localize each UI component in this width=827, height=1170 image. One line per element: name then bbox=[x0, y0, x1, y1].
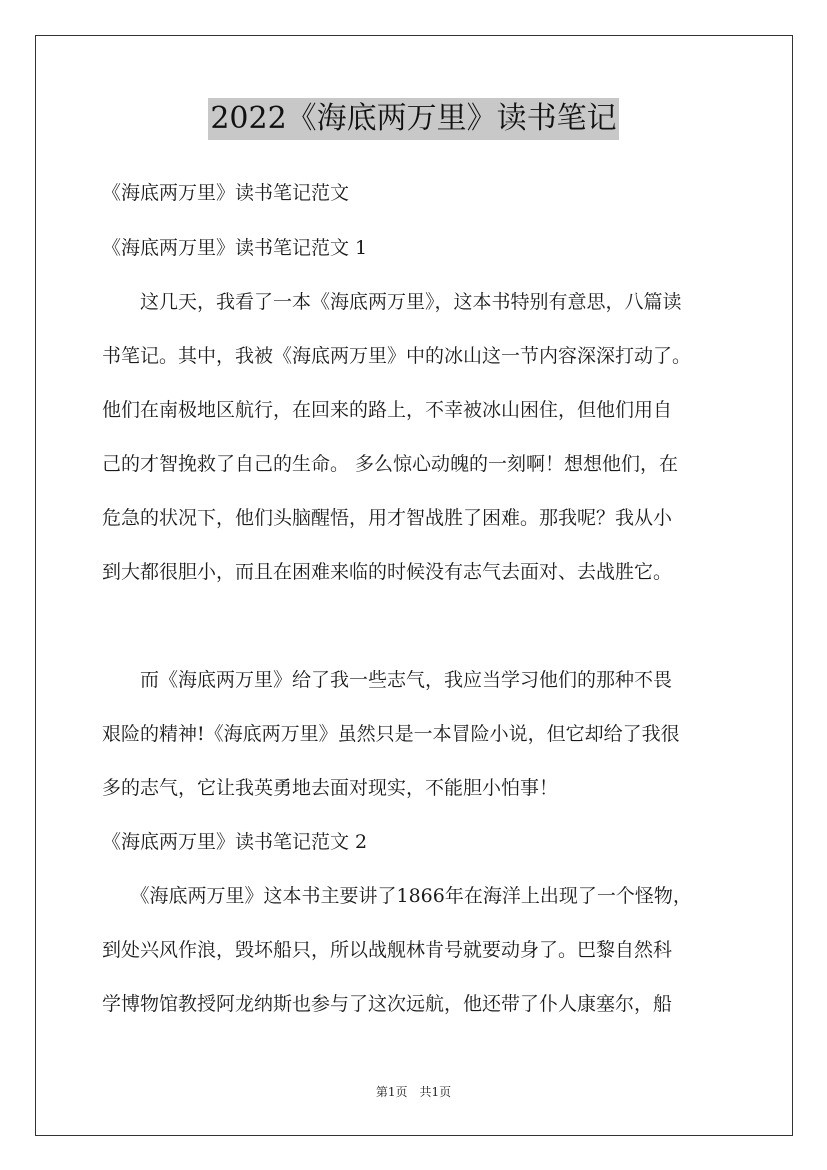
paragraph-line: 这几天，我看了一本《海底两万里》，这本书特别有意思，八篇读 bbox=[102, 291, 682, 313]
subtitle: 《海底两万里》读书笔记范文 bbox=[102, 182, 350, 204]
paragraph-line: 到处兴风作浪，毁坏船只，所以战舰林肯号就要动身了。巴黎自然科 bbox=[102, 939, 673, 961]
paragraph-line: 书笔记。其中，我被《海底两万里》中的冰山这一节内容深深打动了。 bbox=[102, 345, 692, 367]
document-title: 2022《海底两万里》读书笔记 bbox=[208, 98, 618, 140]
paragraph-line: 《海底两万里》这本书主要讲了1866年在海洋上出现了一个怪物， bbox=[102, 885, 692, 907]
paragraph-line: 危急的状况下，他们头脑醒悟，用才智战胜了困难。那我呢？我从小 bbox=[102, 507, 673, 529]
paragraph-line: 而《海底两万里》给了我一些志气，我应当学习他们的那种不畏 bbox=[102, 669, 673, 691]
paragraph-line: 艰险的精神!《海底两万里》虽然只是一本冒险小说，但它却给了我很 bbox=[102, 723, 680, 745]
paragraph-line: 到大都很胆小，而且在困难来临的时候没有志气去面对、去战胜它。 bbox=[102, 561, 673, 583]
paragraph-line: 他们在南极地区航行，在回来的路上，不幸被冰山困住，但他们用自 bbox=[102, 399, 673, 421]
title-container bbox=[0, 98, 827, 140]
page-footer: 第1页 共1页 bbox=[375, 1085, 452, 1099]
paragraph-line: 己的才智挽救了自己的生命。 多么惊心动魄的一刻啊！想想他们，在 bbox=[102, 453, 679, 475]
paragraph-line: 多的志气，它让我英勇地去面对现实，不能胆小怕事！ bbox=[102, 777, 559, 799]
paragraph-line: 学博物馆教授阿龙纳斯也参与了这次远航，他还带了仆人康塞尔，船 bbox=[102, 993, 673, 1015]
section-heading-1: 《海底两万里》读书笔记范文 1 bbox=[102, 237, 368, 259]
section-heading-2: 《海底两万里》读书笔记范文 2 bbox=[102, 831, 368, 853]
